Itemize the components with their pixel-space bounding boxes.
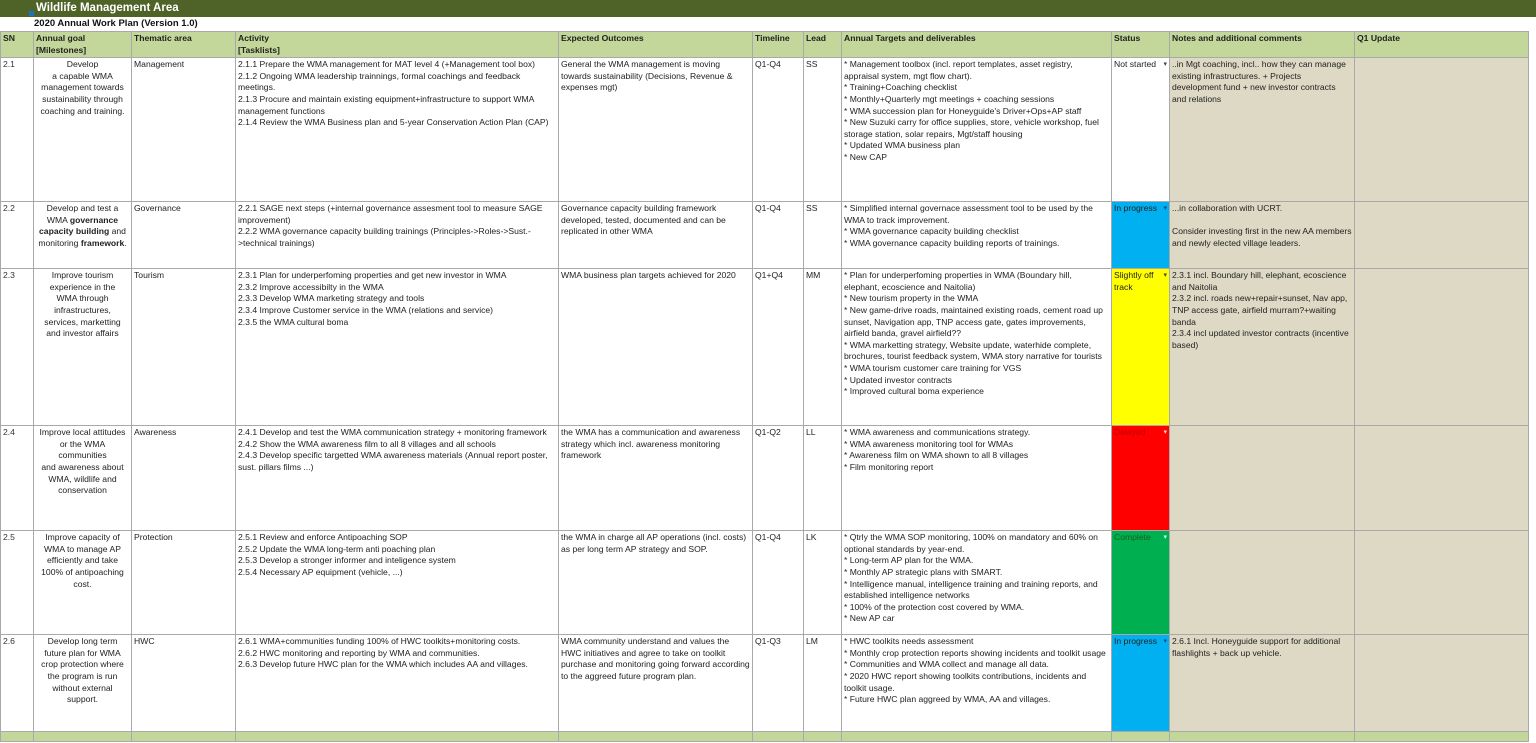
activity-line: 2.3.1 Plan for underperfoming properties and get new investor in WMA — [238, 270, 507, 281]
row-expected-outcomes[interactable]: WMA community understand and values the HWC initiatives and agree to take on toolkit purchase and monitoring going forward according to the aggreed future program plan. — [559, 635, 753, 732]
status-label: In progress — [1114, 203, 1157, 214]
activity-line: 2.1.3 Procure and maintain existing equipment+infrastructure to support WMA management functions — [238, 93, 534, 116]
target-line: * Communities and WMA collect and manage all data. — [844, 659, 1049, 670]
goal-line: infrastructures, — [54, 304, 111, 315]
target-line: * Future HWC plan aggreed by WMA, AA and villages. — [844, 694, 1051, 705]
row-thematic-area[interactable]: Protection — [132, 531, 236, 635]
target-line: * Improved cultural boma experience — [844, 386, 984, 397]
sheet-title: Wildlife Management Area — [36, 2, 179, 14]
goal-line: the program is run — [47, 670, 118, 681]
header-status[interactable]: Status — [1112, 32, 1170, 58]
row-sn[interactable]: 2.1 — [1, 58, 34, 202]
activity-line: 2.1.1 Prepare the WMA management for MAT level 4 (+Management tool box) — [238, 59, 536, 70]
table-row — [1, 531, 1529, 635]
goal-line: or the WMA — [59, 438, 106, 449]
row-activity[interactable] — [236, 635, 559, 732]
row-activity[interactable] — [236, 58, 559, 202]
header-q1-update[interactable]: Q1 Update — [1355, 32, 1529, 58]
status-label: Delayed — [1114, 427, 1146, 438]
goal-line: management towards — [41, 82, 124, 93]
row-annual-targets[interactable] — [842, 531, 1112, 635]
table-row — [1, 269, 1529, 426]
row-annual-goal[interactable] — [34, 426, 132, 531]
activity-line: 2.1.4 Review the WMA Business plan and 5-year Conservation Action Plan (CAP) — [238, 117, 549, 128]
dropdown-caret-icon[interactable]: ▾ — [1163, 61, 1167, 69]
target-line: * WMA marketting strategy, Website update, waterhide complete, brochures, tourist feedback system, WMA story narrative for tourists — [844, 339, 1102, 362]
target-line: * WMA tourism customer care training for VGS — [844, 362, 1022, 373]
activity-line: 2.2.2 WMA governance capacity building trainings (Principles->Roles->Sust.->technical trainings) — [238, 226, 531, 248]
row-thematic-area[interactable]: Management — [132, 58, 236, 202]
sheet-title-bar — [0, 0, 1536, 18]
notes-line: Consider investing first in the new AA members and newly elected village leaders. — [1172, 226, 1352, 248]
table-row — [1, 426, 1529, 531]
notes-line: 2.3.4 incl updated investor contracts (incentive based) — [1172, 328, 1349, 350]
activity-line: 2.5.3 Develop a stronger informer and inteligence system — [238, 555, 456, 566]
row-notes[interactable] — [1170, 635, 1355, 732]
row-q1-update[interactable] — [1355, 58, 1529, 202]
dropdown-caret-icon[interactable]: ▾ — [1163, 429, 1167, 437]
goal-text: framework — [80, 237, 125, 248]
activity-line: 2.3.3 Develop WMA marketing strategy and tools — [238, 293, 425, 304]
row-expected-outcomes[interactable]: General the WMA management is moving towards sustainability (Decisions, Revenue & expenses mgt) — [559, 58, 753, 202]
row-annual-goal[interactable] — [34, 58, 132, 202]
row-sn[interactable]: 2.2 — [1, 202, 34, 269]
activity-line: 2.5.1 Review and enforce Antipoaching SOP — [238, 532, 408, 543]
target-line: * New tourism property in the WMA — [844, 293, 979, 304]
row-timeline[interactable]: Q1+Q4 — [753, 269, 804, 426]
target-line: * WMA succession plan for Honeyguide's Driver+Ops+AP staff — [844, 105, 1082, 116]
row-annual-goal[interactable] — [34, 531, 132, 635]
table-row — [1, 635, 1529, 732]
row-activity[interactable] — [236, 269, 559, 426]
goal-line: WMA, wildlife and — [48, 473, 117, 484]
activity-line: 2.3.5 the WMA cultural boma — [238, 316, 349, 327]
notes-line: 2.3.2 incl. roads new+repair+sunset, Nav app, TNP access gate, airfield murram?+waiting banda — [1172, 293, 1348, 327]
activity-line: 2.6.1 WMA+communities funding 100% of HWC toolkits+monitoring costs. — [238, 636, 521, 647]
goal-line: Improve capacity of — [45, 532, 120, 543]
work-plan-table — [0, 31, 1529, 742]
dropdown-caret-icon[interactable]: ▾ — [1163, 638, 1167, 646]
dropdown-caret-icon[interactable]: ▾ — [1163, 205, 1167, 213]
target-line: * Updated WMA business plan — [844, 140, 961, 151]
row-annual-goal[interactable] — [34, 202, 132, 269]
activity-line: 2.3.2 Improve accessibilty in the WMA — [238, 281, 384, 292]
row-sn[interactable]: 2.3 — [1, 269, 34, 426]
row-annual-goal[interactable] — [34, 269, 132, 426]
row-status-dropdown[interactable] — [1112, 531, 1170, 635]
row-notes[interactable] — [1170, 531, 1355, 635]
goal-line: experience in the — [49, 281, 116, 292]
goal-line: support. — [66, 694, 99, 705]
row-q1-update[interactable] — [1355, 531, 1529, 635]
row-status-dropdown[interactable] — [1112, 426, 1170, 531]
target-line: * Monthly+Quarterly mgt meetings + coaching sessions — [844, 93, 1055, 104]
status-label: In progress — [1114, 636, 1157, 647]
goal-line: sustainability through — [42, 93, 123, 104]
row-timeline[interactable]: Q1-Q2 — [753, 426, 804, 531]
target-line: * WMA governance capacity building reports of trainings. — [844, 237, 1060, 248]
header-timeline[interactable]: Timeline — [753, 32, 804, 58]
target-line: * Film monitoring report — [844, 461, 934, 472]
goal-text: and monitoring — [38, 226, 126, 248]
row-expected-outcomes[interactable]: the WMA in charge all AP operations (incl. costs) as per long term AP strategy and SOP. — [559, 531, 753, 635]
goal-line: and investor affairs — [46, 328, 119, 339]
row-q1-update[interactable] — [1355, 635, 1529, 732]
target-line: * WMA awareness monitoring tool for WMAs — [844, 438, 1014, 449]
goal-line: a capable WMA — [52, 70, 113, 81]
activity-line: 2.4.1 Develop and test the WMA communication strategy + monitoring framework — [238, 427, 547, 438]
notes-line: 2.6.1 Incl. Honeyguide support for additional flashlights + back up vehicle. — [1172, 636, 1341, 658]
goal-line: Develop — [66, 59, 99, 70]
table-row — [1, 58, 1529, 202]
goal-line: coaching and training. — [40, 105, 125, 116]
goal-line: WMA through — [56, 293, 109, 304]
target-line: * New Suzuki carry for office supplies, store, vehicle workshop, fuel storage station, solar repairs, Mgt/staff housing — [844, 117, 1099, 139]
target-line: * Monthly crop protection reports showing incidents and toolkit usage — [844, 647, 1106, 658]
row-sn[interactable]: 2.4 — [1, 426, 34, 531]
table-row — [1, 202, 1529, 269]
header-lead[interactable]: Lead — [804, 32, 842, 58]
row-timeline[interactable]: Q1-Q4 — [753, 58, 804, 202]
header-expected-outcomes[interactable]: Expected Outcomes — [559, 32, 753, 58]
row-thematic-area[interactable]: Tourism — [132, 269, 236, 426]
activity-line: 2.1.2 Ongoing WMA leadership trainnings, formal coachings and feedback meetings. — [238, 70, 521, 93]
row-annual-targets[interactable] — [842, 269, 1112, 426]
cell-selection-handle[interactable] — [29, 11, 34, 16]
row-activity[interactable] — [236, 426, 559, 531]
activity-line: 2.5.2 Update the WMA long-term anti poaching plan — [238, 543, 436, 554]
notes-line — [1172, 215, 1352, 227]
row-timeline[interactable]: Q1-Q4 — [753, 531, 804, 635]
goal-line: future plan for WMA — [44, 647, 121, 658]
row-timeline[interactable]: Q1-Q3 — [753, 635, 804, 732]
goal-text: governance capacity building — [39, 214, 119, 237]
row-lead[interactable]: LK — [804, 531, 842, 635]
row-q1-update[interactable] — [1355, 269, 1529, 426]
goal-line: services, marketting — [44, 316, 121, 327]
row-q1-update[interactable] — [1355, 202, 1529, 269]
target-line: * Updated investor contracts — [844, 374, 952, 385]
row-annual-targets[interactable] — [842, 58, 1112, 202]
target-line: * Qtrly the WMA SOP monitoring, 100% on mandatory and 60% on optional standards by year-end. — [844, 532, 1098, 554]
goal-line: efficiently and take — [46, 555, 119, 566]
activity-line: 2.6.2 HWC monitoring and reporting by WMA and communities. — [238, 647, 480, 658]
activity-line: 2.2.1 SAGE next steps (+internal governance assesment tool to measure SAGE improvement) — [238, 203, 543, 225]
header-notes[interactable]: Notes and additional comments — [1170, 32, 1355, 58]
goal-line: Develop long term — [47, 636, 118, 647]
target-line: * Management toolbox (incl. report templates, asset registry, appraisal system, mgt flow chart). — [844, 59, 1073, 81]
status-label: Complete — [1114, 532, 1151, 543]
row-thematic-area[interactable]: Awareness — [132, 426, 236, 531]
row-activity[interactable] — [236, 202, 559, 269]
row-sn[interactable]: 2.6 — [1, 635, 34, 732]
dropdown-caret-icon[interactable]: ▾ — [1163, 534, 1167, 542]
row-timeline[interactable]: Q1-Q4 — [753, 202, 804, 269]
row-lead[interactable]: SS — [804, 58, 842, 202]
target-line: * New AP car — [844, 613, 895, 624]
goal-line: cost. — [73, 578, 92, 589]
target-line: * Simplified internal governace assessment tool to be used by the WMA to track improvement. — [844, 203, 1093, 225]
row-thematic-area[interactable]: HWC — [132, 635, 236, 732]
target-line: * Intelligence manual, intelligence training and training reports, and established intelligence networks — [844, 578, 1098, 601]
row-annual-goal[interactable] — [34, 635, 132, 732]
row-lead[interactable]: LL — [804, 426, 842, 531]
target-line: * WMA awareness and communications strategy. — [844, 427, 1031, 438]
header-annual-goal[interactable]: Annual goal [Milestones] — [34, 32, 132, 58]
row-lead[interactable]: MM — [804, 269, 842, 426]
target-line: * WMA governance capacity building checklist — [844, 226, 1019, 237]
target-line: * HWC toolkits needs assessment — [844, 636, 974, 647]
notes-line: 2.3.1 incl. Boundary hill, elephant, ecoscience and Naitolia — [1172, 270, 1347, 292]
header-sn[interactable]: SN — [1, 32, 34, 58]
target-line: * 100% of the protection cost covered by WMA. — [844, 601, 1025, 612]
row-annual-targets[interactable] — [842, 426, 1112, 531]
row-annual-targets[interactable] — [842, 635, 1112, 732]
target-line: * Awareness film on WMA shown to all 8 villages — [844, 450, 1029, 461]
goal-line: Improve local attitudes — [39, 427, 126, 438]
row-status-dropdown[interactable] — [1112, 635, 1170, 732]
sheet-subtitle: 2020 Annual Work Plan (Version 1.0) — [34, 18, 198, 29]
row-activity[interactable] — [236, 531, 559, 635]
row-lead[interactable]: LM — [804, 635, 842, 732]
status-label: Not started — [1114, 59, 1157, 70]
row-thematic-area[interactable]: Governance — [132, 202, 236, 269]
status-label: Slightly off track — [1114, 270, 1154, 292]
header-annual-targets[interactable]: Annual Targets and deliverables — [842, 32, 1112, 58]
goal-line: 100% of antipoaching — [41, 566, 124, 577]
row-expected-outcomes[interactable]: Governance capacity building framework developed, tested, documented and can be replicated in other WMA — [559, 202, 753, 269]
row-notes[interactable] — [1170, 58, 1355, 202]
row-status-dropdown[interactable] — [1112, 202, 1170, 269]
activity-line: 2.3.4 Improve Customer service in the WMA (relations and service) — [238, 304, 494, 315]
goal-line: Improve tourism — [51, 270, 114, 281]
row-notes[interactable] — [1170, 202, 1355, 269]
activity-line: 2.4.3 Develop specific targetted WMA awareness materials (Annual report poster, sust. pillars films ...) — [238, 450, 548, 472]
target-line: * Monthly AP strategic plans with SMART. — [844, 566, 1003, 577]
header-thematic-area[interactable]: Thematic area — [132, 32, 236, 58]
goal-line: without external — [52, 682, 113, 693]
target-line: * Plan for underperfoming properties in WMA (Boundary hill, elephant, ecoscience and Naitolia) — [844, 270, 1072, 292]
row-status-dropdown[interactable] — [1112, 269, 1170, 426]
row-expected-outcomes[interactable]: the WMA has a communication and awareness strategy which incl. awareness monitoring framework — [559, 426, 753, 531]
notes-line: ...in collaboration with UCRT. — [1172, 203, 1283, 214]
dropdown-caret-icon[interactable]: ▾ — [1163, 272, 1167, 280]
activity-line: 2.6.3 Develop future HWC plan for the WMA which includes AA and villages. — [238, 659, 528, 670]
header-activity[interactable]: Activity [Tasklists] — [236, 32, 559, 58]
row-notes[interactable] — [1170, 426, 1355, 531]
target-line: * Training+Coaching checklist — [844, 82, 957, 93]
target-line: * Long-term AP plan for the WMA. — [844, 555, 974, 566]
goal-line: crop protection where — [41, 659, 124, 670]
row-sn[interactable]: 2.5 — [1, 531, 34, 635]
goal-line: communities — [58, 450, 107, 461]
goal-line: conservation — [58, 485, 107, 496]
target-line: * New CAP — [844, 151, 887, 162]
goal-text: . — [124, 237, 127, 248]
goal-line: and awareness about — [41, 461, 124, 472]
row-notes[interactable] — [1170, 269, 1355, 426]
notes-line: ..in Mgt coaching, incl.. how they can manage existing infrastructures. + Projects development fund + new investor contracts and relations — [1172, 59, 1346, 104]
sheet-subtitle-row — [0, 17, 1536, 31]
target-line: * New game-drive roads, maintained existing roads, cement road up sunset, Navigation app, TNP access gate, gates improvements, airfield banda, gravel airfield?? — [844, 304, 1103, 339]
activity-line: 2.4.2 Show the WMA awareness film to all 8 villages and all schools — [238, 438, 496, 449]
footer-row — [1, 732, 1529, 742]
row-annual-targets[interactable] — [842, 202, 1112, 269]
row-q1-update[interactable] — [1355, 426, 1529, 531]
row-lead[interactable]: SS — [804, 202, 842, 269]
row-expected-outcomes[interactable]: WMA business plan targets achieved for 2020 — [559, 269, 753, 426]
target-line: * 2020 HWC report showing toolkits contributions, incidents and toolkit usage. — [844, 670, 1087, 693]
row-status-dropdown[interactable] — [1112, 58, 1170, 202]
activity-line: 2.5.4 Necessary AP equipment (vehicle, ...) — [238, 566, 403, 577]
goal-text: Develop and test a WMA — [46, 203, 119, 225]
goal-line: WMA to manage AP — [44, 543, 121, 554]
header-row — [1, 32, 1529, 58]
